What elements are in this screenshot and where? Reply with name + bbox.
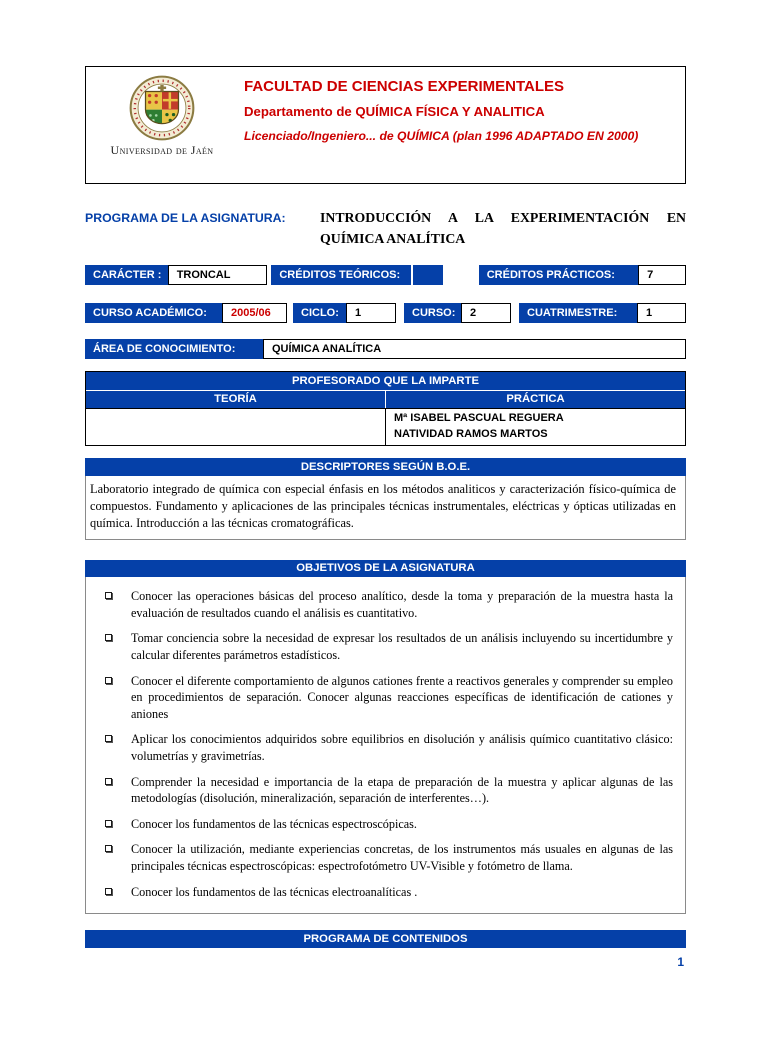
university-logo xyxy=(86,67,238,183)
creditos-teoricos-value xyxy=(413,265,443,285)
square-bullet-icon xyxy=(105,677,112,684)
area-conocimiento-value: QUÍMICA ANALÍTICA xyxy=(263,339,686,359)
list-item xyxy=(103,731,673,764)
list-item xyxy=(103,774,673,807)
ciclo-label: CICLO: xyxy=(293,303,346,323)
curso-label: CURSO: xyxy=(404,303,461,323)
header-text xyxy=(238,67,685,183)
field-row-curso xyxy=(85,303,686,323)
objetivo-text: Comprender la necesidad e importancia de la etapa de preparación de la muestra y aplicar algunas de las metodologías (disolución, mineralización, separación de interferentes…). xyxy=(131,774,673,806)
practica-names-cell xyxy=(386,409,685,445)
objetivo-text: Tomar conciencia sobre la necesidad de expresar los resultados de un análisis incluyendo su incertidumbre y calcular diferentes parámetros estadísticos. xyxy=(131,631,673,662)
objetivo-text: Conocer el diferente comportamiento de algunos cationes frente a reactivos generales y comprender su empleo en procedimientos de separación. Conocer algunas reacciones específicas de identificación de cationes y aniones xyxy=(131,673,673,721)
practica-name-1: Mª ISABEL PASCUAL REGUERA xyxy=(394,412,564,425)
area-conocimiento-label: ÁREA DE CONOCIMIENTO: xyxy=(85,339,263,359)
objetivos-list xyxy=(86,577,685,913)
descriptores-body xyxy=(85,476,686,540)
course-title: INTRODUCCIÓN A LA EXPERIMENTACIÓN EN QUÍMICA ANALÍTICA xyxy=(320,210,686,246)
square-bullet-icon xyxy=(105,592,112,599)
cuatrimestre-label: CUATRIMESTRE: xyxy=(519,303,637,323)
profesorado-body xyxy=(86,408,685,445)
objetivo-text: Conocer los fundamentos de las técnicas espectroscópicas. xyxy=(131,816,417,831)
square-bullet-icon xyxy=(105,735,112,742)
descriptores-title: DESCRIPTORES SEGÚN B.O.E. xyxy=(85,458,686,476)
col-header-practica: PRÁCTICA xyxy=(386,391,685,409)
creditos-practicos-value: 7 xyxy=(638,265,686,285)
objetivo-text: Conocer la utilización, mediante experiencias concretas, de los instrumentos más usuales en algunas de las principales técnicas espectroscópicas: espectrofotómetro UV-Visible y fotómetro de llama. xyxy=(131,842,673,873)
list-item xyxy=(103,673,673,723)
header xyxy=(85,66,686,184)
square-bullet-icon xyxy=(105,845,112,852)
page-number: 1 xyxy=(677,954,684,969)
degree-line: Licenciado/Ingeniero... de QUÍMICA (plan 1996 ADAPTADO EN 2000) xyxy=(244,129,639,143)
objetivo-text: Conocer los fundamentos de las técnicas electroanalíticas . xyxy=(131,884,418,899)
caracter-label: CARÁCTER : xyxy=(85,265,168,285)
list-item xyxy=(103,841,673,874)
department-title: Departamento de QUÍMICA FÍSICA Y ANALITICA xyxy=(244,104,545,119)
creditos-teoricos-label: CRÉDITOS TEÓRICOS: xyxy=(271,265,410,285)
contenidos-title: PROGRAMA DE CONTENIDOS xyxy=(85,930,686,948)
university-crest-icon xyxy=(129,75,195,141)
curso-academico-label: CURSO ACADÉMICO: xyxy=(85,303,222,323)
profesorado-table xyxy=(85,371,686,446)
list-item xyxy=(103,630,673,663)
descriptores-section xyxy=(85,458,686,539)
square-bullet-icon xyxy=(105,820,112,827)
field-row-area xyxy=(85,339,686,359)
curso-academico-value: 2005/06 xyxy=(222,303,287,323)
list-item xyxy=(103,588,673,621)
descriptores-text: Laboratorio integrado de química con especial énfasis en los métodos analiticos y caracterización físico-química de compuestos. Fundamento y aplicaciones de las principales técnicas instrumentales, eléctricas y ópticas utilizadas en química. Introducción a las técnicas cromatográficas. xyxy=(90,481,676,530)
caracter-value: TRONCAL xyxy=(168,265,268,285)
col-header-teoria: TEORÍA xyxy=(86,391,386,409)
ciclo-value: 1 xyxy=(346,303,396,323)
curso-value: 2 xyxy=(461,303,511,323)
objetivos-title: OBJETIVOS DE LA ASIGNATURA xyxy=(85,560,686,578)
objetivo-text: Conocer las operaciones básicas del proceso analítico, desde la toma y preparación de la muestra hasta la evaluación de resultados cuando el análisis es cuantitativo. xyxy=(131,589,673,620)
teoria-names-cell xyxy=(86,409,386,445)
list-item xyxy=(103,816,673,833)
document-page xyxy=(0,66,768,1060)
square-bullet-icon xyxy=(105,634,112,641)
practica-name-2: NATIVIDAD RAMOS MARTOS xyxy=(394,428,548,441)
document-content xyxy=(85,66,686,969)
list-item xyxy=(103,884,673,901)
field-row-caracter xyxy=(85,265,686,285)
program-label: PROGRAMA DE LA ASIGNATURA: xyxy=(85,211,286,225)
university-name: Universidad de Jaén xyxy=(110,143,214,157)
square-bullet-icon xyxy=(105,778,112,785)
objetivos-section xyxy=(85,560,686,914)
objetivo-text: Aplicar los conocimientos adquiridos sobre equilibrios en disolución y análisis químico cuantitativo clásico: volumetrías y gravimetrías. xyxy=(131,732,673,763)
profesorado-title: PROFESORADO QUE LA IMPARTE xyxy=(86,372,685,390)
program-title-row xyxy=(85,208,686,249)
faculty-title: FACULTAD DE CIENCIAS EXPERIMENTALES xyxy=(244,78,565,95)
profesorado-columns xyxy=(86,390,685,409)
creditos-practicos-label: CRÉDITOS PRÁCTICOS: xyxy=(479,265,638,285)
objetivos-body xyxy=(85,577,686,914)
square-bullet-icon xyxy=(105,888,112,895)
cuatrimestre-value: 1 xyxy=(637,303,686,323)
